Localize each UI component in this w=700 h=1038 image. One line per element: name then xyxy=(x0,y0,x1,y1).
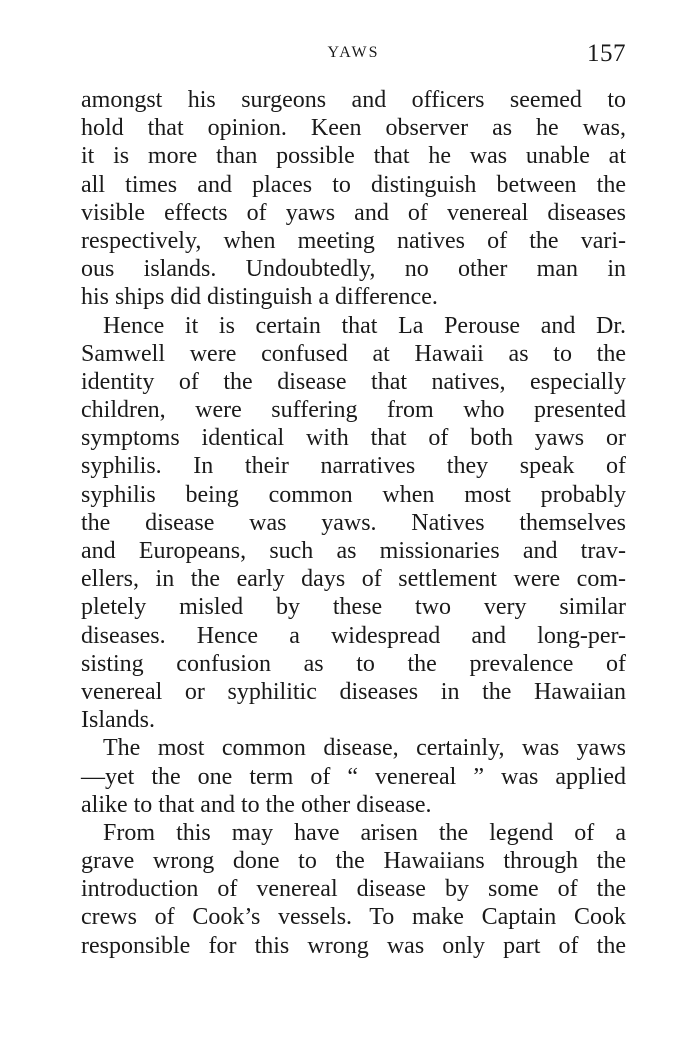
text-line: it is more than possible that he was unable at xyxy=(81,143,626,170)
text-line: diseases. Hence a widespread and long-per- xyxy=(81,622,626,649)
text-line: alike to that and to the other disease. xyxy=(81,791,432,818)
text-line: Islands. xyxy=(81,707,155,734)
running-title: YAWS xyxy=(327,44,380,61)
text-line: visible effects of yaws and of venereal diseases xyxy=(81,199,626,226)
text-line: grave wrong done to the Hawaiians through the xyxy=(81,848,626,875)
text-line: ous islands. Undoubtedly, no other man in xyxy=(81,256,626,283)
text-line: the disease was yaws. Natives themselves xyxy=(81,509,626,536)
text-line: introduction of venereal disease by some of the xyxy=(81,876,626,903)
body-text xyxy=(81,86,626,960)
text-line: Samwell were confused at Hawaii as to the xyxy=(81,340,626,367)
paragraph-first-line: The most common disease, certainly, was yaws xyxy=(103,735,626,762)
text-line: respectively, when meeting natives of the vari- xyxy=(81,227,626,254)
text-line: —yet the one term of “ venereal ” was applied xyxy=(81,763,626,790)
text-line: ellers, in the early days of settlement were com- xyxy=(81,566,626,593)
text-line: sisting confusion as to the prevalence of xyxy=(81,650,626,677)
text-line: syphilis. In their narratives they speak of xyxy=(81,453,626,480)
running-head xyxy=(81,40,626,70)
text-line: identity of the disease that natives, especially xyxy=(81,368,626,395)
text-line: all times and places to distinguish between the xyxy=(81,171,626,198)
text-line: responsible for this wrong was only part of the xyxy=(81,932,626,959)
text-line: hold that opinion. Keen observer as he was, xyxy=(81,115,626,142)
text-line: amongst his surgeons and officers seemed to xyxy=(81,87,626,113)
text-line: pletely misled by these two very similar xyxy=(81,594,626,621)
text-line: his ships did distinguish a difference. xyxy=(81,284,438,311)
text-line: children, were suffering from who presented xyxy=(81,397,626,424)
paragraph-first-line: Hence it is certain that La Perouse and Dr. xyxy=(103,312,626,339)
text-line: symptoms identical with that of both yaws or xyxy=(81,425,626,452)
text-line: and Europeans, such as missionaries and trav- xyxy=(81,538,626,564)
page-number: 157 xyxy=(587,40,626,67)
text-line: crews of Cook’s vessels. To make Captain Cook xyxy=(81,904,626,931)
text-line: syphilis being common when most probably xyxy=(81,481,626,508)
text-line: venereal or syphilitic diseases in the Hawaiian xyxy=(81,678,626,705)
paragraph-first-line: From this may have arisen the legend of a xyxy=(103,819,626,846)
